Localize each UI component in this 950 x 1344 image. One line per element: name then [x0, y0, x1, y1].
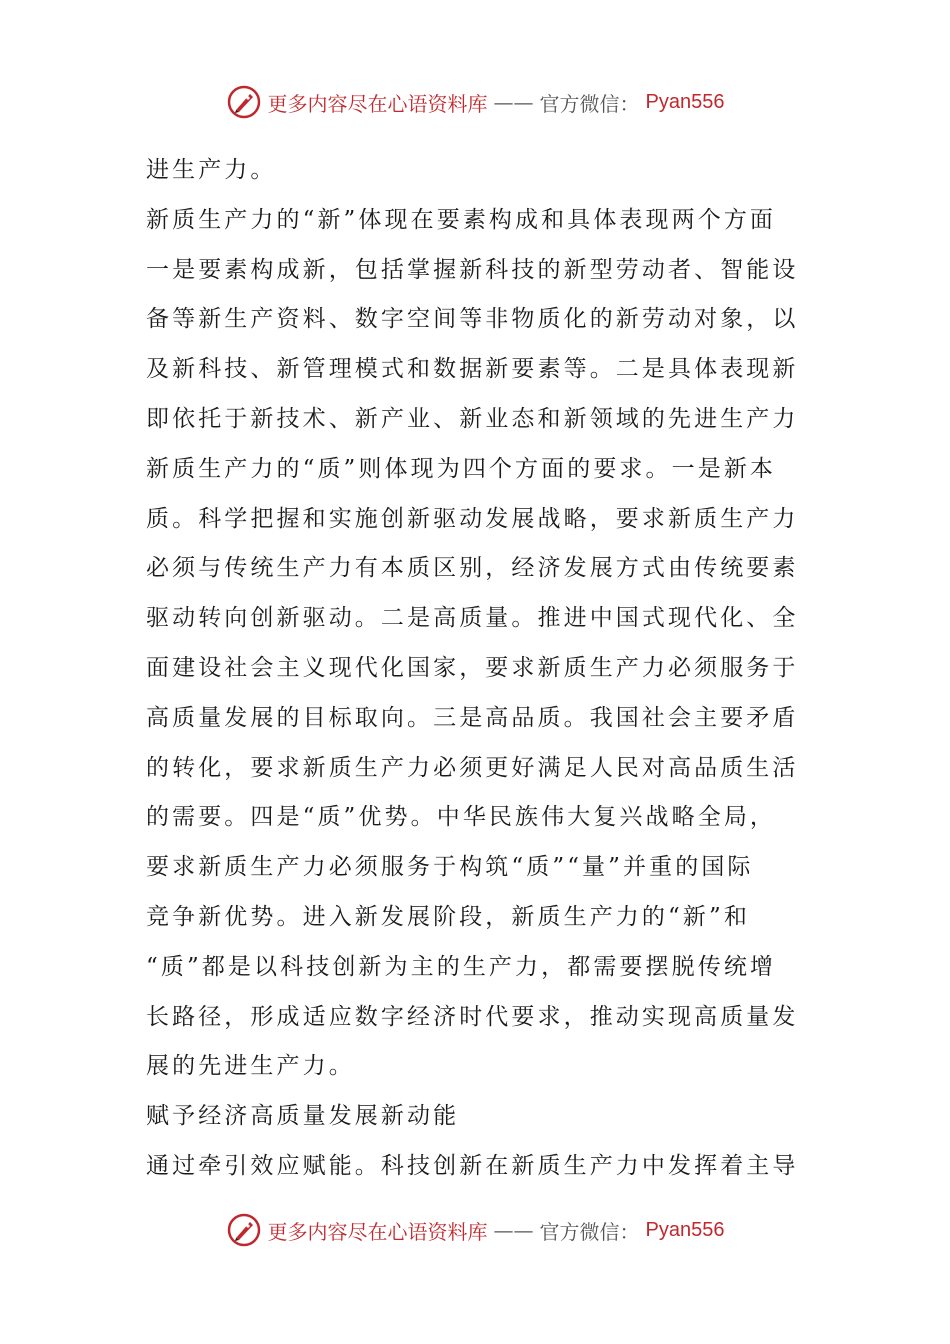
header-banner	[0, 82, 950, 122]
section-heading: 赋予经济高质量发展新动能	[146, 1103, 460, 1130]
text-line: 的需要。四是“质”优势。中华民族伟大复兴战略全局，	[146, 804, 777, 831]
banner-wechat-id: Pyan556	[645, 1218, 725, 1241]
text-line: 即依托于新技术、新产业、新业态和新领域的先进生产力	[146, 405, 799, 432]
banner-site-name: 更多内容尽在心语资料库	[267, 91, 488, 116]
text-line: 长路径，形成适应数字经济时代要求，推动实现高质量发	[146, 1003, 799, 1030]
text-line: 竞争新优势。进入新发展阶段，新质生产力的“新”和	[146, 903, 750, 930]
text-line: 要求新质生产力必须服务于构筑“质”“量”并重的国际	[146, 854, 754, 881]
document-body	[146, 146, 806, 1192]
text-line: 驱动转向创新驱动。二是高质量。推进中国式现代化、全	[146, 605, 799, 632]
text-line: 展的先进生产力。	[146, 1053, 355, 1080]
banner-wechat-label: 官方微信：	[539, 1219, 640, 1244]
text-line: 新质生产力的“质”则体现为四个方面的要求。一是新本	[146, 455, 777, 482]
text-line: 一是要素构成新，包括掌握新科技的新型劳动者、智能设	[146, 256, 799, 283]
text-line: 新质生产力的“新”体现在要素构成和具体表现两个方面	[146, 206, 777, 233]
banner-site-name: 更多内容尽在心语资料库	[267, 1219, 488, 1244]
quill-logo-icon	[226, 84, 262, 120]
banner-dash: ——	[493, 1218, 534, 1242]
text-line: 进生产力。	[146, 157, 277, 183]
text-line: 高质量发展的目标取向。三是高品质。我国社会主要矛盾	[146, 704, 799, 731]
text-line: 的转化，要求新质生产力必须更好满足人民对高品质生活	[146, 754, 799, 781]
footer-banner	[0, 1210, 950, 1250]
quill-logo-icon	[226, 1212, 262, 1248]
banner-dash: ——	[493, 90, 534, 114]
text-line: 通过牵引效应赋能。科技创新在新质生产力中发挥着主导	[146, 1152, 799, 1179]
text-line: 质。科学把握和实施创新驱动发展战略，要求新质生产力	[146, 505, 799, 532]
banner-wechat-id: Pyan556	[645, 90, 725, 113]
text-line: 必须与传统生产力有本质区别，经济发展方式由传统要素	[146, 555, 799, 582]
text-line: 面建设社会主义现代化国家，要求新质生产力必须服务于	[146, 654, 799, 681]
text-line: 备等新生产资料、数字空间等非物质化的新劳动对象，以	[146, 306, 799, 333]
text-line: “质”都是以科技创新为主的生产力，都需要摆脱传统增	[146, 953, 777, 980]
banner-wechat-label: 官方微信：	[539, 91, 640, 116]
text-line: 及新科技、新管理模式和数据新要素等。二是具体表现新	[146, 356, 799, 383]
